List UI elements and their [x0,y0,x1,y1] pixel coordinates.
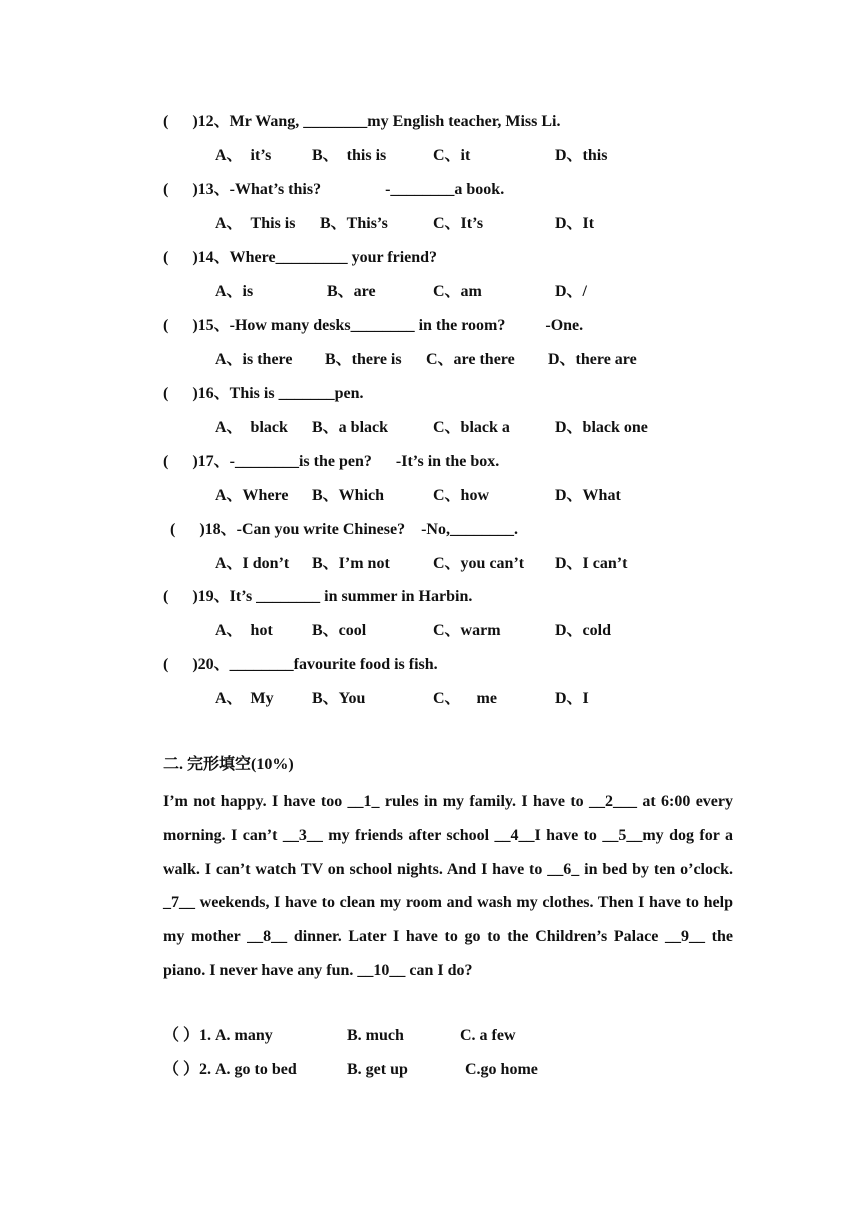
cloze-q1-option-b: B. much [347,1027,404,1044]
cloze-passage: I’m not happy. I have too __1_ rules in my family. I have to __2___ at 6:00 every morning. I can’t __3__ my friends after school __4__I have to __5__my dog for a walk. I can’t watch TV on school nights. And I have to __6_ in bed by ten o’clock. _7__ weekends, I have to clean my room and wash my clothes. Then I have to help my mother __8__ dinner. Later I have to go to the Children’s Palace __9__ the piano. I never have any fun. __10__ can I do? [163,793,733,979]
question-12: ( )12、Mr Wang, ________my English teacher, Miss Li. [163,113,561,130]
q18-option-a: A、I don’t [215,555,290,572]
q12-option-c: C、it [433,147,471,164]
question-15: ( )15、-How many desks________ in the room? -One. [163,317,584,334]
question-17: ( )17、-________is the pen? -It’s in the box. [163,453,500,470]
q12-option-d: D、this [555,147,608,164]
q12-option-a: A、 it’s [215,147,272,164]
q14-option-a: A、is [215,283,254,300]
q13-option-d: D、It [555,215,595,232]
q16-option-c: C、black a [433,419,510,436]
q18-option-d: D、I can’t [555,555,628,572]
q17-option-c: C、how [433,487,490,504]
q15-option-c: C、are there [426,351,515,368]
q15-option-a: A、is there [215,351,293,368]
q13-option-a: A、 This is [215,215,296,232]
q12-option-b: B、 this is [312,147,387,164]
cloze-question-2: （ ）2. A. go to bed [163,1061,297,1078]
question-18: ( )18、-Can you write Chinese? -No,________. [170,521,518,538]
question-14: ( )14、Where_________ your friend? [163,249,438,266]
cloze-question-1: （ ）1. A. many [163,1027,273,1044]
q18-option-b: B、I’m not [312,555,390,572]
q17-option-b: B、Which [312,487,385,504]
q13-option-b: B、This’s [320,215,388,232]
question-19: ( )19、It’s ________ in summer in Harbin. [163,588,473,605]
q20-option-b: B、You [312,690,366,707]
q14-option-c: C、am [433,283,482,300]
cloze-q1-option-c: C. a few [460,1027,516,1044]
q17-option-a: A、Where [215,487,289,504]
q20-option-d: D、I [555,690,589,707]
q19-option-a: A、 hot [215,622,273,639]
question-16: ( )16、This is _______pen. [163,385,364,402]
q15-option-b: B、there is [325,351,402,368]
q14-option-b: B、are [327,283,376,300]
q19-option-b: B、cool [312,622,367,639]
q20-option-a: A、 My [215,690,274,707]
q19-option-d: D、cold [555,622,612,639]
cloze-heading: 二. 完形填空(10%) [163,756,294,773]
cloze-q2-option-b: B. get up [347,1061,408,1078]
q20-option-c: C、 me [433,690,497,707]
q18-option-c: C、you can’t [433,555,525,572]
question-13: ( )13、-What’s this? -________a book. [163,181,505,198]
q13-option-c: C、It’s [433,215,484,232]
cloze-q2-option-c: C.go home [465,1061,538,1078]
q16-option-d: D、black one [555,419,648,436]
q15-option-d: D、there are [548,351,637,368]
q14-option-d: D、/ [555,283,588,300]
q16-option-b: B、a black [312,419,389,436]
q17-option-d: D、What [555,487,621,504]
question-20: ( )20、________favourite food is fish. [163,656,438,673]
q16-option-a: A、 black [215,419,288,436]
q19-option-c: C、warm [433,622,501,639]
